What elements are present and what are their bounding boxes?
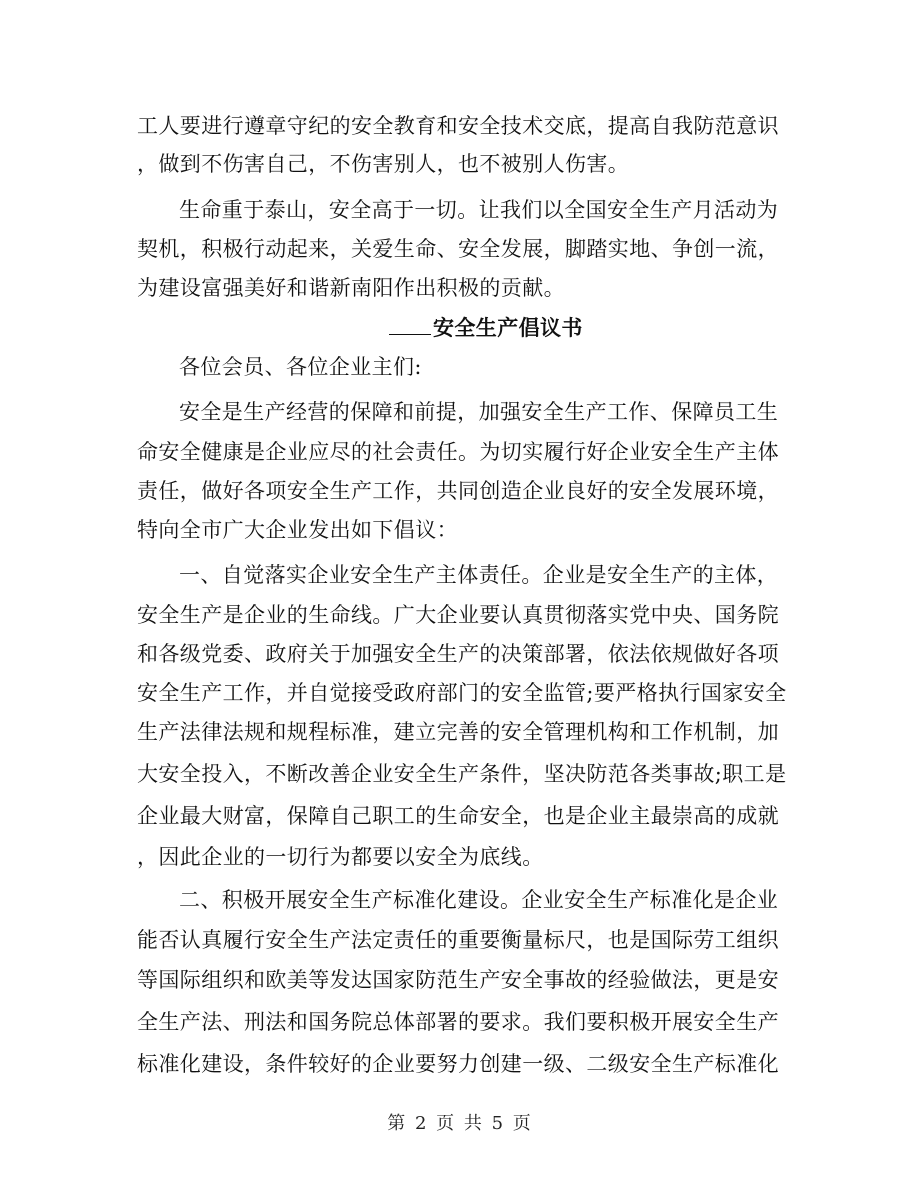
text-line: 企业最大财富，保障自己职工的生命安全，也是企业主最崇高的成就 [137, 804, 779, 828]
text-line: 为建设富强美好和谐新南阳作出积极的贡献。 [137, 276, 565, 300]
text-line: 工人要进行遵章守纪的安全教育和安全技术交底，提高自我防范意识 [137, 114, 779, 138]
text-line: 标准化建设，条件较好的企业要努力创建一级、二级安全生产标准化 [137, 1052, 779, 1076]
section-title-text: 安全生产倡议书 [433, 315, 583, 340]
page-number-footer: 第 2 页 共 5 页 [387, 1113, 533, 1134]
text-line: 安全生产工作，并自觉接受政府部门的安全监管;要严格执行国家安全 [137, 681, 787, 705]
text-line: 生产法律法规和规程标准，建立完善的安全管理机构和工作机制，加 [137, 720, 779, 744]
text-line: 等国际组织和欧美等发达国家防范生产安全事故的经验做法，更是安 [137, 968, 779, 992]
title-blank-underline [389, 316, 431, 335]
text-line: 大安全投入，不断改善企业安全生产条件，坚决防范各类事故;职工是 [137, 762, 787, 786]
text-line: ，做到不伤害自己，不伤害别人，也不被别人伤害。 [137, 152, 630, 176]
text-line: 命安全健康是企业应尽的社会责任。为切实履行好企业安全生产主体 [137, 440, 779, 464]
text-line: 一、自觉落实企业安全生产主体责任。企业是安全生产的主体， [179, 563, 779, 587]
text-line: 安全生产是企业的生命线。广大企业要认真贯彻落实党中央、国务院 [137, 603, 779, 627]
text-line: 生命重于泰山，安全高于一切。让我们以全国安全生产月活动为 [179, 198, 779, 222]
text-line: 各位会员、各位企业主们: [179, 355, 422, 379]
text-line: 责任，做好各项安全生产工作，共同创造企业良好的安全发展环境， [137, 479, 779, 503]
text-line: 契机，积极行动起来，关爱生命、安全发展，脚踏实地、争创一流， [137, 237, 779, 261]
text-line: 能否认真履行安全生产法定责任的重要衡量标尺，也是国际劳工组织 [137, 928, 779, 952]
text-line: 和各级党委、政府关于加强安全生产的决策部署，依法依规做好各项 [137, 642, 779, 666]
text-line: 二、积极开展安全生产标准化建设。企业安全生产标准化是企业 [179, 888, 779, 912]
text-line: ，因此企业的一切行为都要以安全为底线。 [137, 845, 544, 869]
text-line: 特向全市广大企业发出如下倡议： [137, 518, 458, 542]
text-line: 安全是生产经营的保障和前提，加强安全生产工作、保障员工生 [179, 400, 779, 424]
text-line: 全生产法、刑法和国务院总体部署的要求。我们要积极开展安全生产 [137, 1010, 779, 1034]
section-title [389, 316, 583, 340]
